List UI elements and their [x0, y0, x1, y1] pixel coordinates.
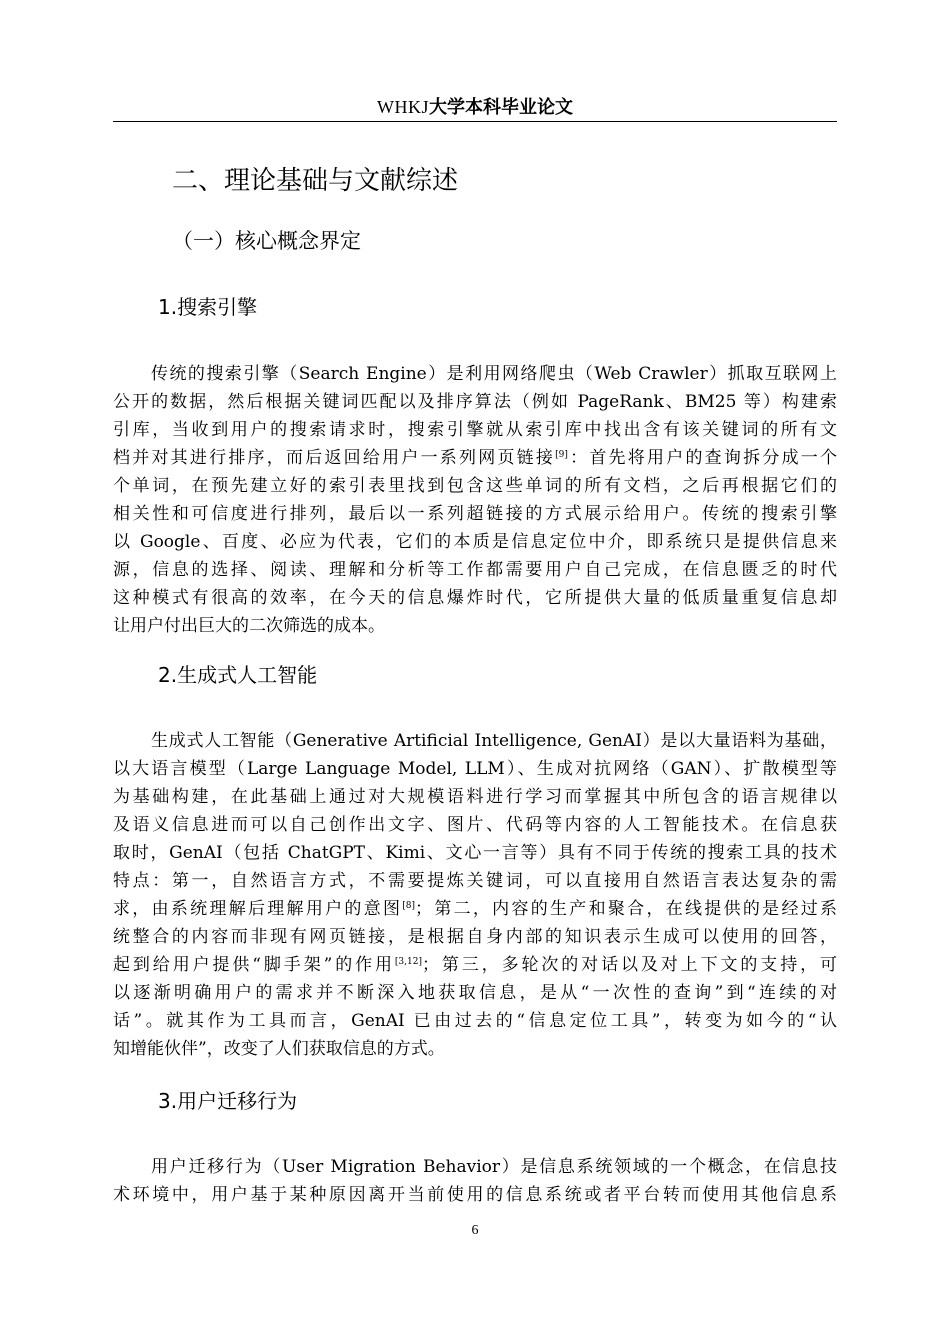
- paragraph-line: 以 Google、百度、必应为代表，它们的本质是信息定位中介，即系统只是提供信息来: [113, 532, 837, 552]
- paragraph-line: 知增能伙伴”，改变了人们获取信息的方式。: [113, 1039, 445, 1059]
- paragraph-line: 及语义信息进而可以自己创作出文字、图片、代码等内容的人工智能技术。在信息获: [113, 815, 837, 835]
- paragraph-line: 源，信息的选择、阅读、理解和分析等工作都需要用户自己完成，在信息匮乏的时代: [113, 560, 837, 580]
- paragraph-line: 统整合的内容而非现有网页链接，是根据自身内部的知识表示生成可以使用的回答，: [113, 927, 837, 947]
- section-title: 二、理论基础与文献综述: [172, 166, 459, 196]
- citation-superscript: [9]: [555, 450, 568, 460]
- subsection-title: （一）核心概念界定: [172, 229, 361, 253]
- running-header: [0, 96, 950, 119]
- paragraph-line: 以大语言模型（Large Language Model, LLM）、生成对抗网络（GAN）、扩散模型等: [113, 759, 837, 779]
- paragraph-line: 话”。就其作为工具而言，GenAI 已由过去的“信息定位工具”，转变为如今的“认: [113, 1011, 837, 1031]
- line-text: 档并对其进行排序，而后返回给用户一系列网页链接: [113, 448, 556, 468]
- paragraph-line: 传统的搜索引擎（Search Engine）是利用网络爬虫（Web Crawler）抓取互联网上: [151, 364, 837, 384]
- header-divider: [113, 121, 837, 122]
- header-prefix: WHKJ: [377, 97, 429, 117]
- heading-genai: 2.生成式人工智能: [158, 663, 318, 687]
- line-text: ：首先将用户的查询拆分成一个: [567, 448, 838, 468]
- line-text: 求，由系统理解后理解用户的意图: [113, 899, 403, 919]
- paragraph-line: 这种模式有很高的效率，在今天的信息爆炸时代，它所提供大量的低质量重复信息却: [113, 588, 837, 608]
- line-text: ；第二，内容的生产和聚合，在线提供的是经过系: [415, 899, 838, 919]
- paragraph-line: [113, 895, 837, 923]
- page-number: 6: [471, 1223, 479, 1238]
- citation-superscript: [8]: [402, 901, 416, 911]
- heading-user-migration: 3.用户迁移行为: [158, 1089, 298, 1113]
- paragraph-search-engine: [113, 360, 837, 640]
- citation-superscript: [3,12]: [394, 957, 422, 967]
- paragraph-line: 让用户付出巨大的二次筛选的成本。: [113, 616, 385, 636]
- paragraph-line: [113, 951, 837, 979]
- paragraph-line: 术环境中，用户基于某种原因离开当前使用的信息系统或者平台转而使用其他信息系: [113, 1185, 837, 1205]
- paragraph-line: 特点：第一，自然语言方式，不需要提炼关键词，可以直接用自然语言表达复杂的需: [113, 871, 837, 891]
- line-text: 起到给用户提供“脚手架”的作用: [113, 955, 395, 975]
- line-text: ；第三，多轮次的对话以及对上下文的支持，可: [421, 955, 837, 975]
- paragraph-line: 个单词，在预先建立好的索引表里找到包含这些单词的所有文档，之后再根据它们的: [113, 476, 837, 496]
- paragraph-line: 引库，当收到用户的搜索请求时，搜索引擎就从索引库中找出含有该关键词的所有文: [113, 420, 837, 440]
- paragraph-line: 用户迁移行为（User Migration Behavior）是信息系统领域的一个概念，在信息技: [151, 1157, 837, 1177]
- paragraph-line: 为基础构建，在此基础上通过对大规模语料进行学习而掌握其中所包含的语言规律以: [113, 787, 837, 807]
- paragraph-user-migration: [113, 1153, 837, 1209]
- paragraph-line: 以逐渐明确用户的需求并不断深入地获取信息，是从“一次性的查询”到“连续的对: [113, 983, 837, 1003]
- paragraph-line: 生成式人工智能（Generative Artificial Intelligence, GenAI）是以大量语料为基础，: [151, 731, 837, 751]
- paragraph-line: 取时，GenAI（包括 ChatGPT、Kimi、文心一言等）具有不同于传统的搜索工具的技术: [113, 843, 837, 863]
- header-title: 大学本科毕业论文: [429, 97, 573, 118]
- paragraph-line: 相关性和可信度进行排列，最后以一系列超链接的方式展示给用户。传统的搜索引擎: [113, 504, 837, 524]
- heading-search-engine: 1.搜索引擎: [158, 295, 258, 319]
- paragraph-line: [113, 444, 837, 472]
- paragraph-genai: [113, 727, 837, 1063]
- paragraph-line: 公开的数据，然后根据关键词匹配以及排序算法（例如 PageRank、BM25 等）构建索: [113, 392, 837, 412]
